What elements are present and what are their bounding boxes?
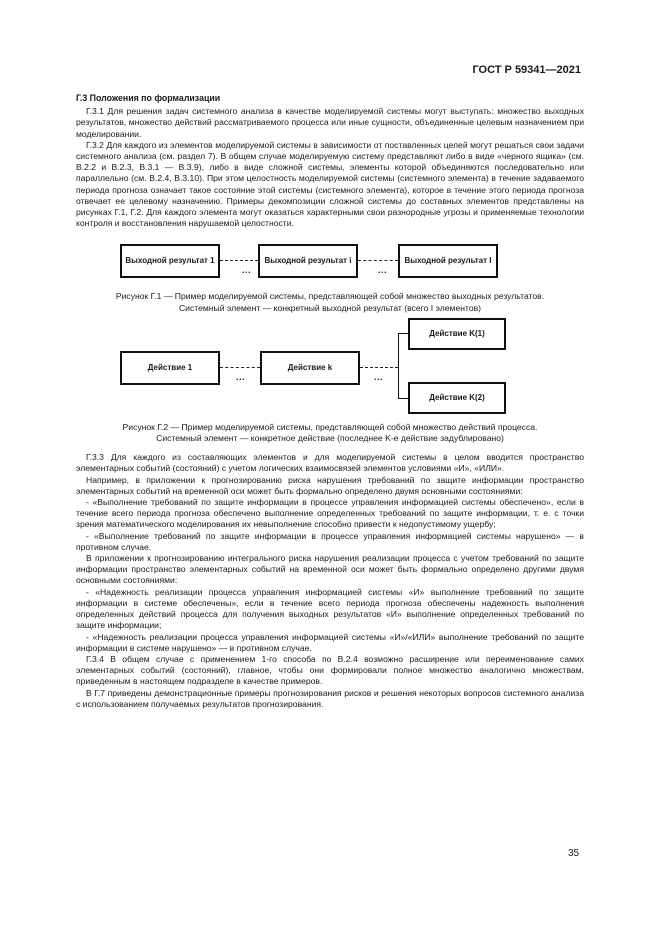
figure-1-caption-line2: Системный элемент — конкретный выходной результат (всего I элементов)	[178, 302, 482, 313]
list-item: - «Выполнение требований по защите информации в процессе управления информацией системы обеспечено», если в течение всего периода прогноза обеспечено выполнение определенных требований по защите информации, т. е. с точки зрения математического моделирования их невыполнение способно привести к недопустимому ущербу;	[76, 497, 584, 530]
branch-vertical-line	[398, 333, 399, 399]
action-K2-box: Действие K(2)	[408, 382, 506, 414]
page-content	[76, 93, 584, 710]
ellipsis-2: ...	[378, 265, 388, 276]
figure-2-diagram	[76, 318, 584, 418]
connector-line	[360, 367, 398, 368]
list-item: - «Надежность реализации процесса управления информацией системы «И»/«ИЛИ» выполнение требований по защите информации в системе нарушено» — в противном случае.	[76, 631, 584, 653]
list-item: - «Надежность реализации процесса управления информацией системы «И» выполнение требований по защите информации в системе обеспечены», если в течение всего периода прогноза обеспечены надежность выполнения определенных действий процесса для получения выходных результатов «И» выполнение определенных требований по защите информации;	[76, 586, 584, 631]
ellipsis-3: ...	[236, 371, 246, 382]
output-result-1-box: Выходной результат 1	[120, 244, 220, 278]
document-code: ГОСТ Р 59341—2021	[472, 64, 581, 76]
paragraph-example-2: В приложении к прогнозированию интегрального риска нарушения реализации процесса с учетом требований по защите информации пространство элементарных событий на временной оси может быть формально определено другими двумя основными состояниями:	[76, 553, 584, 586]
output-result-i-box: Выходной результат i	[258, 244, 358, 278]
action-1-box: Действие 1	[120, 351, 220, 385]
ellipsis-4: ...	[374, 371, 384, 382]
section-title: Г.3 Положения по формализации	[76, 93, 221, 103]
paragraph-g31: Г.3.1 Для решения задач системного анализа в качестве моделируемой системы могут выступать: множество выходных результатов, множество действий рассматриваемого процесса или иные сущности, объединенные целевым назначением при моделировании.	[76, 106, 584, 139]
branch-top-line	[398, 333, 408, 334]
connector-line	[220, 260, 258, 261]
paragraph-example-1: Например, в приложении к прогнозированию риска нарушения требований по защите информации пространство элементарных событий на временной оси может быть формально определено двумя основными состояниями:	[76, 474, 584, 496]
figure-2-caption-line1: Рисунок Г.2 — Пример моделируемой системы, представляющей собой множество действий процесса.	[122, 421, 538, 432]
paragraph-g7-reference: В Г.7 приведены демонстрационные примеры прогнозирования рисков и решения некоторых вопросов системного анализа с использованием получаемых результатов прогнозирования.	[76, 687, 584, 709]
page-number: 35	[568, 848, 580, 859]
list-item: - «Выполнение требований по защите информации в процессе управления информацией системы нарушено» — в противном случае.	[76, 530, 584, 552]
figure-1-diagram	[76, 229, 584, 291]
figure-2-caption-line2: Системный элемент — конкретное действие (последнее K-е действие задублировано)	[156, 433, 504, 444]
branch-bottom-line	[398, 398, 408, 399]
paragraph-g33: Г.3.3 Для каждого из составляющих элементов и для моделируемой системы в целом вводится пространство элементарных событий (состояний) с учетом логических взаимосвязей элементов условиями «И», «ИЛИ».	[76, 452, 584, 474]
paragraph-g32: Г.3.2 Для каждого из элементов моделируемой системы в зависимости от поставленных целей могут решаться свои задачи системного анализа (см. раздел 7). В общем случае моделируемую систему представляют либо в виде «черного ящика» (см. В.2.2 и В.2.3, В.3.1 — В.3.9), либо в виде сложной системы, элементы которой объединяются последовательно или параллельно (см. В.2.4, В.3.10). При этом целостность моделируемой системы (системного элемента) в течение задаваемого периода прогноза означает такое состояние этой системы (системного элемента), которое в течение этого периода прогноза отвечает ее целевому назначению. Примеры декомпозиции сложной системы до составных элементов представлены на рисунках Г.1, Г.2. Для каждого элемента могут оказаться характерными свои разнородные угрозы и применяемые технологии контроля и восстановления нарушаемой целостности.	[76, 139, 584, 229]
ellipsis-1: ...	[242, 265, 252, 276]
paragraph-g34: Г.3.4 В общем случае с применением 1-го способа по В.2.4 возможно расширение или переименование самих элементарных событий (состояний), главное, чтобы они формировали полное множество аналогично множествам, приведенным в настоящем подразделе в качестве примеров.	[76, 653, 584, 687]
action-K1-box: Действие K(1)	[408, 318, 506, 350]
action-k-box: Действие k	[260, 351, 360, 385]
connector-line	[220, 367, 260, 368]
figure-1-caption-line1: Рисунок Г.1 — Пример моделируемой системы, представляющей собой множество выходных результатов.	[115, 291, 545, 302]
output-result-I-box: Выходной результат I	[398, 244, 498, 278]
connector-line	[358, 260, 398, 261]
